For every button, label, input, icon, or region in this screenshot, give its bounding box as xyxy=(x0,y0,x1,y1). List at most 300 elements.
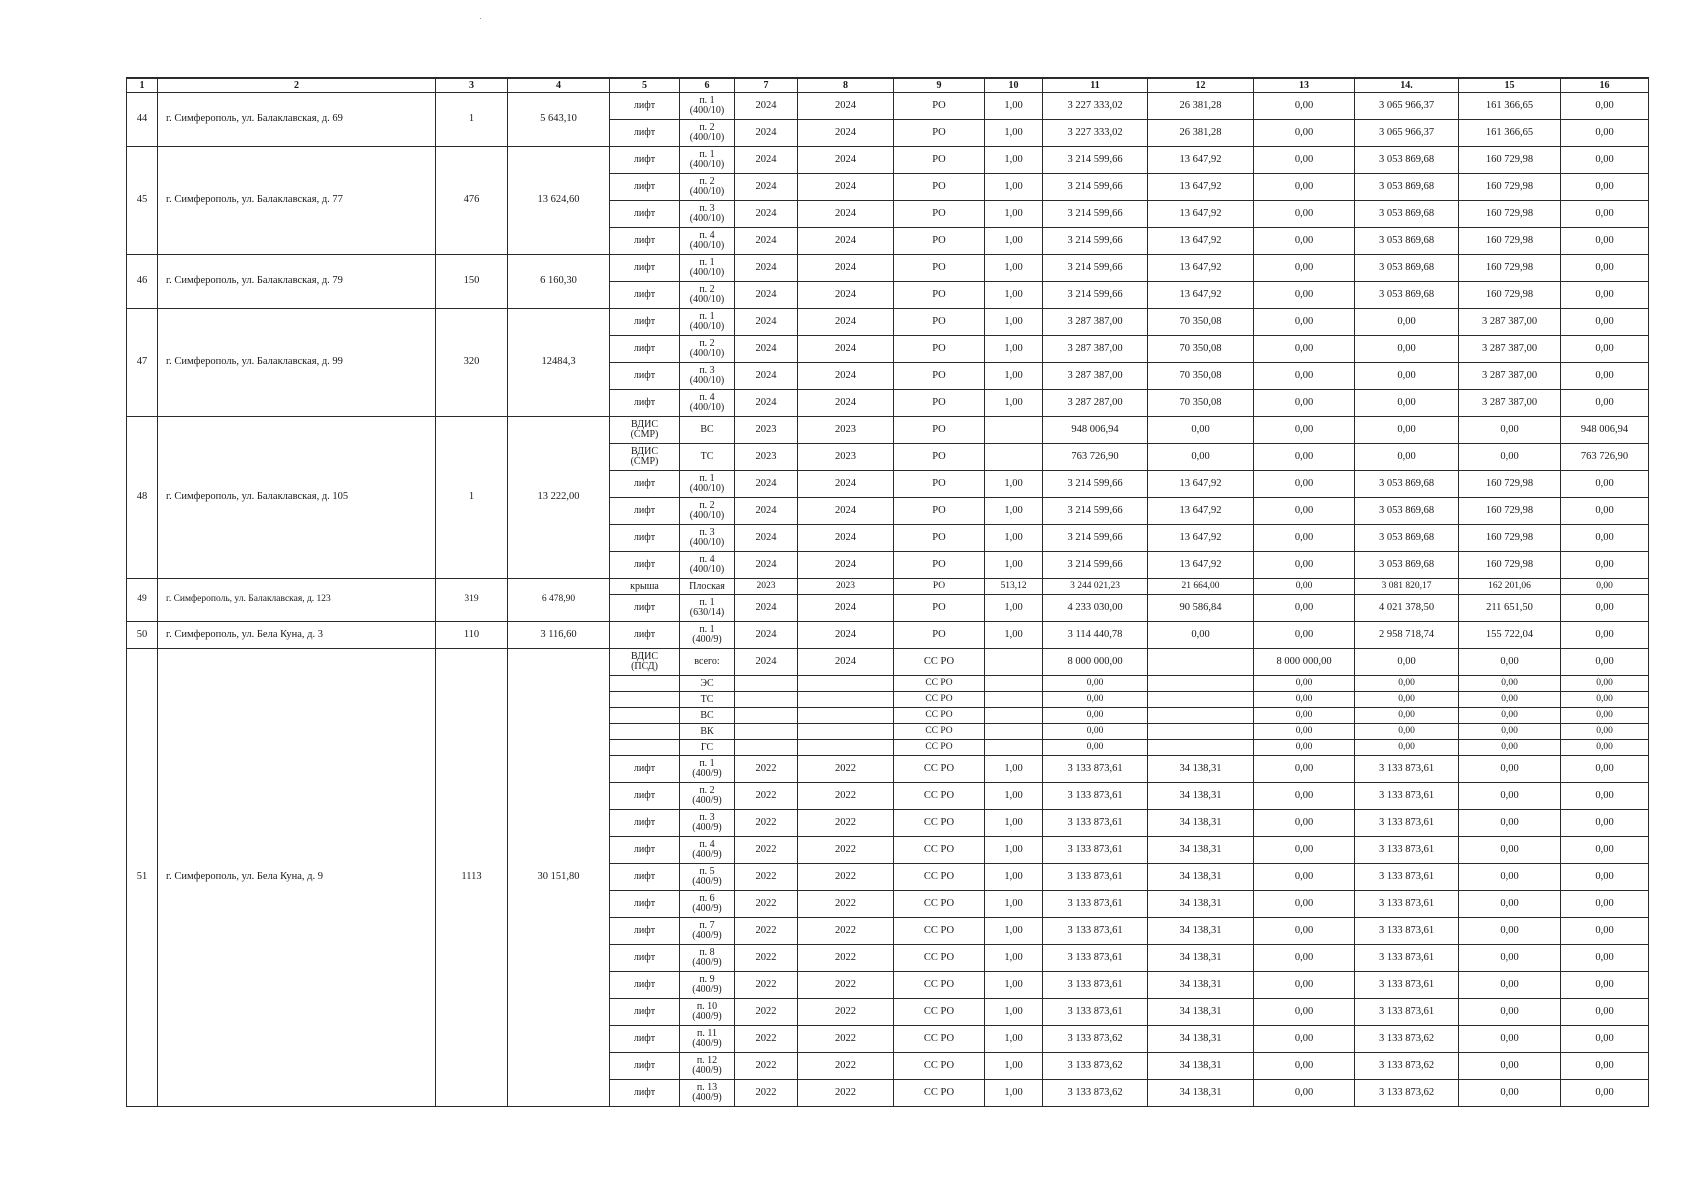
program-cell: СС РО xyxy=(894,1053,985,1080)
element-detail-cell: п. 8 (400/9) xyxy=(680,945,735,972)
cost-total-cell: 0,00 xyxy=(1043,692,1148,708)
volume-cell: 1,00 xyxy=(985,552,1043,579)
element-type-cell: лифт xyxy=(610,783,680,810)
source-16-cell: 0,00 xyxy=(1561,525,1649,552)
element-type-cell: лифт xyxy=(610,390,680,417)
source-16-cell: 0,00 xyxy=(1561,649,1649,676)
volume-cell: 1,00 xyxy=(985,174,1043,201)
cost-total-cell: 3 133 873,61 xyxy=(1043,918,1148,945)
element-type-cell xyxy=(610,708,680,724)
register-table xyxy=(126,77,1649,1107)
source-13-cell: 0,00 xyxy=(1254,918,1355,945)
volume-cell: 1,00 xyxy=(985,918,1043,945)
source-14-cell: 3 053 869,68 xyxy=(1355,282,1459,309)
source-13-cell: 0,00 xyxy=(1254,363,1355,390)
source-15-cell: 3 287 387,00 xyxy=(1459,309,1561,336)
unit-cost-cell: 26 381,28 xyxy=(1148,120,1254,147)
year-start-cell: 2022 xyxy=(735,756,798,783)
program-cell: СС РО xyxy=(894,783,985,810)
col3-cell: 110 xyxy=(436,622,508,649)
year-start-cell: 2022 xyxy=(735,837,798,864)
source-13-cell: 0,00 xyxy=(1254,692,1355,708)
source-13-cell: 0,00 xyxy=(1254,498,1355,525)
program-cell: СС РО xyxy=(894,972,985,999)
volume-cell: 1,00 xyxy=(985,147,1043,174)
column-number-5: 5 xyxy=(610,78,680,93)
source-13-cell: 0,00 xyxy=(1254,708,1355,724)
source-13-cell: 0,00 xyxy=(1254,228,1355,255)
source-14-cell: 3 133 873,61 xyxy=(1355,918,1459,945)
element-detail-cell: п. 10 (400/9) xyxy=(680,999,735,1026)
source-13-cell: 0,00 xyxy=(1254,945,1355,972)
element-detail-cell: п. 1 (400/10) xyxy=(680,471,735,498)
year-end-cell: 2024 xyxy=(798,309,894,336)
program-cell: РО xyxy=(894,390,985,417)
volume-cell xyxy=(985,740,1043,756)
year-start-cell: 2024 xyxy=(735,120,798,147)
cost-total-cell: 3 227 333,02 xyxy=(1043,93,1148,120)
element-detail-cell: п. 3 (400/10) xyxy=(680,525,735,552)
volume-cell: 1,00 xyxy=(985,255,1043,282)
source-16-cell: 0,00 xyxy=(1561,579,1649,595)
source-13-cell: 0,00 xyxy=(1254,417,1355,444)
source-16-cell: 0,00 xyxy=(1561,999,1649,1026)
source-13-cell: 0,00 xyxy=(1254,724,1355,740)
year-start-cell: 2022 xyxy=(735,918,798,945)
element-detail-cell: ВС xyxy=(680,708,735,724)
source-16-cell: 0,00 xyxy=(1561,1080,1649,1107)
row-number-cell: 50 xyxy=(127,622,158,649)
program-cell: РО xyxy=(894,201,985,228)
year-end-cell: 2022 xyxy=(798,837,894,864)
column-number-10: 10 xyxy=(985,78,1043,93)
source-14-cell: 0,00 xyxy=(1355,724,1459,740)
source-15-cell: 160 729,98 xyxy=(1459,282,1561,309)
element-type-cell: лифт xyxy=(610,309,680,336)
column-number-2: 2 xyxy=(158,78,436,93)
year-start-cell xyxy=(735,740,798,756)
year-end-cell: 2022 xyxy=(798,756,894,783)
year-start-cell xyxy=(735,724,798,740)
source-16-cell: 0,00 xyxy=(1561,864,1649,891)
year-end-cell: 2024 xyxy=(798,471,894,498)
element-type-cell: лифт xyxy=(610,255,680,282)
source-15-cell: 0,00 xyxy=(1459,676,1561,692)
source-16-cell: 0,00 xyxy=(1561,724,1649,740)
volume-cell: 1,00 xyxy=(985,756,1043,783)
year-end-cell: 2022 xyxy=(798,1053,894,1080)
program-cell: РО xyxy=(894,282,985,309)
unit-cost-cell: 13 647,92 xyxy=(1148,525,1254,552)
source-15-cell: 3 287 387,00 xyxy=(1459,390,1561,417)
element-type-cell: лифт xyxy=(610,471,680,498)
cost-total-cell: 3 244 021,23 xyxy=(1043,579,1148,595)
source-13-cell: 0,00 xyxy=(1254,676,1355,692)
element-detail-cell: ВС xyxy=(680,417,735,444)
address-cell: г. Симферополь, ул. Бела Куна, д. 3 xyxy=(158,622,436,649)
volume-cell: 1,00 xyxy=(985,891,1043,918)
year-start-cell: 2024 xyxy=(735,201,798,228)
program-cell: СС РО xyxy=(894,692,985,708)
source-14-cell: 3 133 873,61 xyxy=(1355,972,1459,999)
source-16-cell: 0,00 xyxy=(1561,918,1649,945)
unit-cost-cell xyxy=(1148,692,1254,708)
source-16-cell: 0,00 xyxy=(1561,309,1649,336)
year-start-cell: 2023 xyxy=(735,444,798,471)
source-15-cell: 160 729,98 xyxy=(1459,147,1561,174)
element-detail-cell: п. 2 (400/9) xyxy=(680,783,735,810)
year-end-cell xyxy=(798,692,894,708)
year-start-cell xyxy=(735,692,798,708)
year-end-cell: 2022 xyxy=(798,1080,894,1107)
column-number-11: 11 xyxy=(1043,78,1148,93)
source-15-cell: 160 729,98 xyxy=(1459,471,1561,498)
volume-cell: 1,00 xyxy=(985,1080,1043,1107)
source-13-cell: 0,00 xyxy=(1254,891,1355,918)
source-16-cell: 0,00 xyxy=(1561,147,1649,174)
column-number-7: 7 xyxy=(735,78,798,93)
source-14-cell: 3 081 820,17 xyxy=(1355,579,1459,595)
unit-cost-cell: 34 138,31 xyxy=(1148,1080,1254,1107)
element-type-cell: лифт xyxy=(610,228,680,255)
cost-total-cell: 3 114 440,78 xyxy=(1043,622,1148,649)
source-16-cell: 0,00 xyxy=(1561,692,1649,708)
cost-total-cell: 3 287 387,00 xyxy=(1043,363,1148,390)
element-type-cell: лифт xyxy=(610,622,680,649)
source-16-cell: 0,00 xyxy=(1561,891,1649,918)
source-14-cell: 0,00 xyxy=(1355,708,1459,724)
col3-cell: 319 xyxy=(436,579,508,622)
source-16-cell: 0,00 xyxy=(1561,783,1649,810)
col3-cell: 1113 xyxy=(436,649,508,1107)
element-detail-cell: п. 2 (400/10) xyxy=(680,336,735,363)
cost-total-cell: 8 000 000,00 xyxy=(1043,649,1148,676)
cost-total-cell: 3 133 873,61 xyxy=(1043,810,1148,837)
source-14-cell: 0,00 xyxy=(1355,444,1459,471)
source-15-cell: 0,00 xyxy=(1459,740,1561,756)
unit-cost-cell: 13 647,92 xyxy=(1148,228,1254,255)
unit-cost-cell: 90 586,84 xyxy=(1148,595,1254,622)
address-cell: г. Симферополь, ул. Бела Куна, д. 9 xyxy=(158,649,436,1107)
source-13-cell: 0,00 xyxy=(1254,810,1355,837)
row-number-cell: 44 xyxy=(127,93,158,147)
year-end-cell: 2024 xyxy=(798,120,894,147)
cost-total-cell: 3 214 599,66 xyxy=(1043,525,1148,552)
source-14-cell: 3 133 873,62 xyxy=(1355,1053,1459,1080)
source-15-cell: 160 729,98 xyxy=(1459,228,1561,255)
source-13-cell: 0,00 xyxy=(1254,756,1355,783)
program-cell: РО xyxy=(894,579,985,595)
source-15-cell: 160 729,98 xyxy=(1459,525,1561,552)
volume-cell xyxy=(985,692,1043,708)
element-detail-cell: п. 11 (400/9) xyxy=(680,1026,735,1053)
volume-cell: 1,00 xyxy=(985,864,1043,891)
unit-cost-cell: 13 647,92 xyxy=(1148,552,1254,579)
column-number-12: 12 xyxy=(1148,78,1254,93)
source-16-cell: 0,00 xyxy=(1561,740,1649,756)
source-16-cell: 0,00 xyxy=(1561,837,1649,864)
source-15-cell: 160 729,98 xyxy=(1459,174,1561,201)
year-end-cell: 2023 xyxy=(798,444,894,471)
source-15-cell: 0,00 xyxy=(1459,918,1561,945)
source-16-cell: 0,00 xyxy=(1561,945,1649,972)
unit-cost-cell: 70 350,08 xyxy=(1148,309,1254,336)
volume-cell: 1,00 xyxy=(985,336,1043,363)
area-cell: 30 151,80 xyxy=(508,649,610,1107)
unit-cost-cell: 34 138,31 xyxy=(1148,837,1254,864)
source-15-cell: 0,00 xyxy=(1459,649,1561,676)
unit-cost-cell xyxy=(1148,676,1254,692)
program-cell: РО xyxy=(894,228,985,255)
source-13-cell: 0,00 xyxy=(1254,147,1355,174)
source-13-cell: 0,00 xyxy=(1254,201,1355,228)
year-end-cell: 2024 xyxy=(798,595,894,622)
element-detail-cell: п. 1 (400/10) xyxy=(680,255,735,282)
address-cell: г. Симферополь, ул. Балаклавская, д. 79 xyxy=(158,255,436,309)
unit-cost-cell xyxy=(1148,708,1254,724)
year-start-cell: 2022 xyxy=(735,810,798,837)
year-start-cell: 2024 xyxy=(735,552,798,579)
unit-cost-cell: 70 350,08 xyxy=(1148,390,1254,417)
year-end-cell xyxy=(798,724,894,740)
element-detail-cell: ТС xyxy=(680,692,735,708)
unit-cost-cell xyxy=(1148,724,1254,740)
element-detail-cell: п. 2 (400/10) xyxy=(680,282,735,309)
source-13-cell: 0,00 xyxy=(1254,1026,1355,1053)
element-type-cell: лифт xyxy=(610,810,680,837)
volume-cell: 513,12 xyxy=(985,579,1043,595)
element-detail-cell: всего: xyxy=(680,649,735,676)
volume-cell xyxy=(985,649,1043,676)
area-cell: 12484,3 xyxy=(508,309,610,417)
source-16-cell: 0,00 xyxy=(1561,363,1649,390)
source-15-cell: 0,00 xyxy=(1459,417,1561,444)
element-detail-cell: п. 9 (400/9) xyxy=(680,972,735,999)
volume-cell: 1,00 xyxy=(985,228,1043,255)
volume-cell: 1,00 xyxy=(985,972,1043,999)
source-13-cell: 0,00 xyxy=(1254,390,1355,417)
cost-total-cell: 3 214 599,66 xyxy=(1043,552,1148,579)
source-14-cell: 3 053 869,68 xyxy=(1355,471,1459,498)
source-14-cell: 4 021 378,50 xyxy=(1355,595,1459,622)
program-cell: СС РО xyxy=(894,999,985,1026)
area-cell: 13 624,60 xyxy=(508,147,610,255)
source-15-cell: 0,00 xyxy=(1459,692,1561,708)
cost-total-cell: 0,00 xyxy=(1043,676,1148,692)
cost-total-cell: 948 006,94 xyxy=(1043,417,1148,444)
register-sheet xyxy=(126,77,1648,1103)
source-13-cell: 0,00 xyxy=(1254,837,1355,864)
source-14-cell: 3 133 873,62 xyxy=(1355,1026,1459,1053)
element-type-cell: лифт xyxy=(610,120,680,147)
program-cell: СС РО xyxy=(894,1026,985,1053)
year-start-cell: 2024 xyxy=(735,363,798,390)
element-detail-cell: п. 3 (400/10) xyxy=(680,363,735,390)
element-type-cell xyxy=(610,740,680,756)
column-number-row xyxy=(127,78,1649,93)
year-end-cell: 2022 xyxy=(798,999,894,1026)
element-detail-cell: п. 12 (400/9) xyxy=(680,1053,735,1080)
column-number-9: 9 xyxy=(894,78,985,93)
year-start-cell: 2022 xyxy=(735,945,798,972)
element-detail-cell: п. 1 (400/10) xyxy=(680,147,735,174)
source-14-cell: 0,00 xyxy=(1355,676,1459,692)
year-end-cell: 2022 xyxy=(798,891,894,918)
element-detail-cell: ТС xyxy=(680,444,735,471)
source-14-cell: 3 053 869,68 xyxy=(1355,525,1459,552)
source-16-cell: 0,00 xyxy=(1561,708,1649,724)
unit-cost-cell xyxy=(1148,649,1254,676)
element-type-cell: лифт xyxy=(610,363,680,390)
element-type-cell: лифт xyxy=(610,147,680,174)
volume-cell xyxy=(985,417,1043,444)
source-16-cell: 0,00 xyxy=(1561,1053,1649,1080)
unit-cost-cell: 34 138,31 xyxy=(1148,1053,1254,1080)
cost-total-cell: 3 287 287,00 xyxy=(1043,390,1148,417)
unit-cost-cell: 34 138,31 xyxy=(1148,864,1254,891)
source-16-cell: 0,00 xyxy=(1561,756,1649,783)
element-type-cell: крыша xyxy=(610,579,680,595)
source-15-cell: 160 729,98 xyxy=(1459,552,1561,579)
source-16-cell: 0,00 xyxy=(1561,282,1649,309)
source-14-cell: 3 133 873,61 xyxy=(1355,756,1459,783)
column-number-14: 14. xyxy=(1355,78,1459,93)
element-detail-cell: ГС xyxy=(680,740,735,756)
source-15-cell: 0,00 xyxy=(1459,708,1561,724)
element-type-cell: лифт xyxy=(610,756,680,783)
cost-total-cell: 3 133 873,62 xyxy=(1043,1026,1148,1053)
cost-total-cell: 3 133 873,61 xyxy=(1043,891,1148,918)
element-type-cell: лифт xyxy=(610,891,680,918)
year-end-cell: 2023 xyxy=(798,417,894,444)
year-end-cell: 2024 xyxy=(798,282,894,309)
year-end-cell xyxy=(798,676,894,692)
year-start-cell: 2022 xyxy=(735,864,798,891)
source-14-cell: 3 053 869,68 xyxy=(1355,147,1459,174)
volume-cell xyxy=(985,444,1043,471)
element-detail-cell: п. 1 (400/9) xyxy=(680,756,735,783)
volume-cell: 1,00 xyxy=(985,1053,1043,1080)
program-cell: РО xyxy=(894,471,985,498)
cost-total-cell: 3 214 599,66 xyxy=(1043,282,1148,309)
cost-total-cell: 0,00 xyxy=(1043,740,1148,756)
program-cell: СС РО xyxy=(894,837,985,864)
year-end-cell xyxy=(798,740,894,756)
program-cell: СС РО xyxy=(894,918,985,945)
cost-total-cell: 3 214 599,66 xyxy=(1043,174,1148,201)
source-14-cell: 3 053 869,68 xyxy=(1355,498,1459,525)
year-start-cell: 2024 xyxy=(735,595,798,622)
year-end-cell: 2024 xyxy=(798,525,894,552)
year-end-cell: 2022 xyxy=(798,810,894,837)
year-start-cell: 2022 xyxy=(735,1026,798,1053)
source-13-cell: 0,00 xyxy=(1254,1053,1355,1080)
source-15-cell: 162 201,06 xyxy=(1459,579,1561,595)
element-detail-cell: Плоская xyxy=(680,579,735,595)
year-start-cell: 2024 xyxy=(735,93,798,120)
source-15-cell: 0,00 xyxy=(1459,864,1561,891)
element-type-cell: лифт xyxy=(610,918,680,945)
year-end-cell: 2024 xyxy=(798,174,894,201)
unit-cost-cell: 13 647,92 xyxy=(1148,255,1254,282)
source-14-cell: 0,00 xyxy=(1355,417,1459,444)
source-15-cell: 0,00 xyxy=(1459,1080,1561,1107)
year-end-cell: 2024 xyxy=(798,649,894,676)
cost-total-cell: 3 227 333,02 xyxy=(1043,120,1148,147)
source-16-cell: 0,00 xyxy=(1561,120,1649,147)
table-row xyxy=(127,417,1649,444)
col3-cell: 476 xyxy=(436,147,508,255)
source-15-cell: 160 729,98 xyxy=(1459,498,1561,525)
source-15-cell: 0,00 xyxy=(1459,891,1561,918)
source-16-cell: 0,00 xyxy=(1561,595,1649,622)
element-type-cell xyxy=(610,676,680,692)
row-number-cell: 45 xyxy=(127,147,158,255)
year-start-cell: 2024 xyxy=(735,471,798,498)
source-15-cell: 3 287 387,00 xyxy=(1459,363,1561,390)
column-number-6: 6 xyxy=(680,78,735,93)
program-cell: РО xyxy=(894,120,985,147)
year-end-cell: 2024 xyxy=(798,552,894,579)
program-cell: РО xyxy=(894,595,985,622)
program-cell: РО xyxy=(894,93,985,120)
element-type-cell: ВДИС (ПСД) xyxy=(610,649,680,676)
element-type-cell: лифт xyxy=(610,525,680,552)
column-number-16: 16 xyxy=(1561,78,1649,93)
cost-total-cell: 3 133 873,61 xyxy=(1043,756,1148,783)
row-number-cell: 46 xyxy=(127,255,158,309)
unit-cost-cell: 0,00 xyxy=(1148,417,1254,444)
element-type-cell: лифт xyxy=(610,1080,680,1107)
volume-cell: 1,00 xyxy=(985,1026,1043,1053)
program-cell: СС РО xyxy=(894,945,985,972)
table-row xyxy=(127,622,1649,649)
row-number-cell: 49 xyxy=(127,579,158,622)
area-cell: 6 478,90 xyxy=(508,579,610,622)
unit-cost-cell: 34 138,31 xyxy=(1148,945,1254,972)
source-15-cell: 0,00 xyxy=(1459,783,1561,810)
source-15-cell: 3 287 387,00 xyxy=(1459,336,1561,363)
year-start-cell xyxy=(735,708,798,724)
volume-cell: 1,00 xyxy=(985,525,1043,552)
program-cell: СС РО xyxy=(894,724,985,740)
source-13-cell: 0,00 xyxy=(1254,972,1355,999)
cost-total-cell: 3 133 873,61 xyxy=(1043,945,1148,972)
element-detail-cell: п. 1 (400/10) xyxy=(680,309,735,336)
element-detail-cell: ЭС xyxy=(680,676,735,692)
unit-cost-cell: 34 138,31 xyxy=(1148,1026,1254,1053)
source-15-cell: 0,00 xyxy=(1459,1026,1561,1053)
source-15-cell: 160 729,98 xyxy=(1459,201,1561,228)
volume-cell: 1,00 xyxy=(985,498,1043,525)
volume-cell: 1,00 xyxy=(985,120,1043,147)
unit-cost-cell: 0,00 xyxy=(1148,444,1254,471)
unit-cost-cell: 34 138,31 xyxy=(1148,810,1254,837)
year-start-cell xyxy=(735,676,798,692)
element-detail-cell: п. 2 (400/10) xyxy=(680,498,735,525)
year-end-cell: 2022 xyxy=(798,783,894,810)
cost-total-cell: 0,00 xyxy=(1043,708,1148,724)
source-13-cell: 0,00 xyxy=(1254,740,1355,756)
unit-cost-cell: 13 647,92 xyxy=(1148,282,1254,309)
cost-total-cell: 0,00 xyxy=(1043,724,1148,740)
source-16-cell: 0,00 xyxy=(1561,622,1649,649)
source-14-cell: 0,00 xyxy=(1355,649,1459,676)
col3-cell: 320 xyxy=(436,309,508,417)
source-13-cell: 0,00 xyxy=(1254,579,1355,595)
year-start-cell: 2024 xyxy=(735,282,798,309)
program-cell: РО xyxy=(894,417,985,444)
